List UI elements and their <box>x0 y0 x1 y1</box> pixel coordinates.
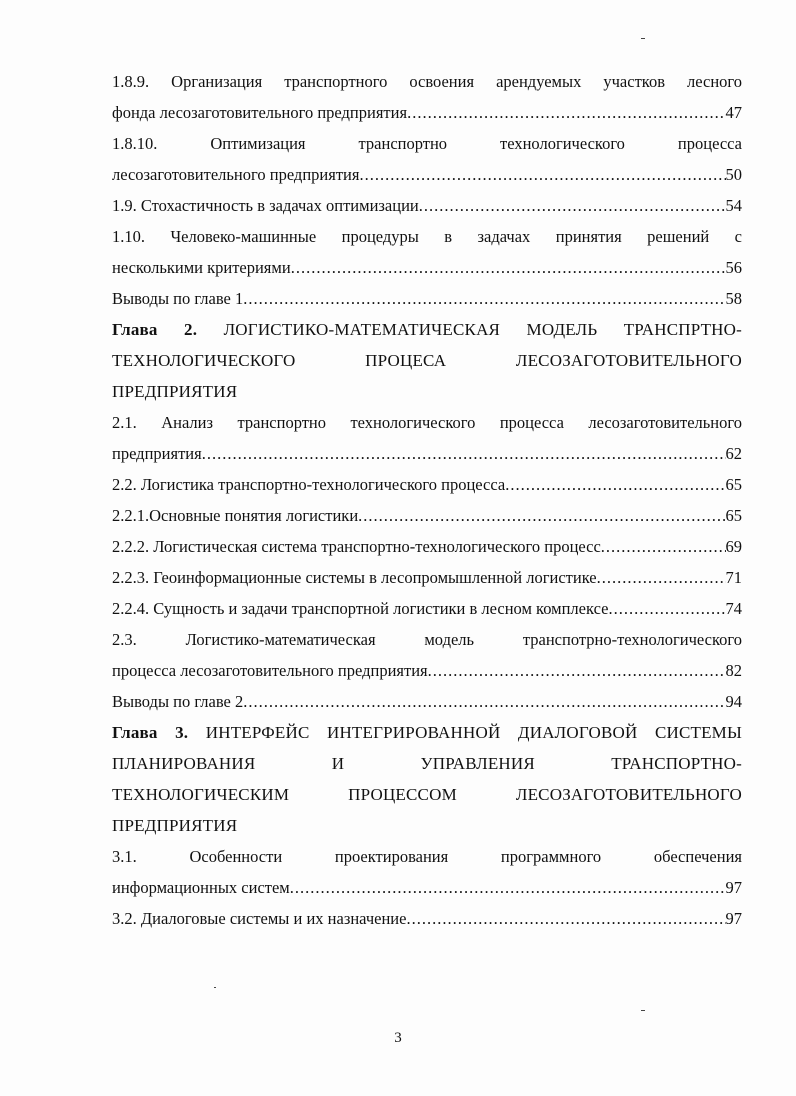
toc-entry-text-line: 1.8.10. Оптимизация транспортно технологического процесса <box>112 134 742 153</box>
toc-entry-text-line: 2.1. Анализ транспортно технологического процесса лесозаготовительного <box>112 413 742 432</box>
toc-entry[interactable] <box>112 841 742 903</box>
toc-entry-title: процесса лесозаготовительного предприятия <box>112 661 428 680</box>
toc-entry-page-number: 97 <box>725 909 742 928</box>
toc-entry[interactable] <box>112 190 742 221</box>
toc-entry-page-number: 65 <box>725 475 742 494</box>
toc-entry-title: 1.9. Стохастичность в задачах оптимизации <box>112 196 419 215</box>
toc-entry[interactable] <box>112 407 742 469</box>
toc-entry[interactable] <box>112 903 742 934</box>
toc-entry-text-line: 1.8.9. Организация транспортного освоения арендуемых участков лесного <box>112 72 742 91</box>
dot-leader <box>202 438 726 469</box>
toc-entry-title: 2.2. Логистика транспортно-технологического процесса <box>112 475 506 494</box>
toc-entry-leader-line <box>112 159 742 190</box>
toc-entry-title: 2.2.3. Геоинформационные системы в лесопромышленной логистике <box>112 568 597 587</box>
toc-entry-page-number: 62 <box>725 444 742 463</box>
chapter-3-heading-line-1 <box>112 717 742 748</box>
toc-entry-page-number: 58 <box>725 289 742 308</box>
chapter-2-heading-line-2: ТЕХНОЛОГИЧЕСКОГО ПРОЦЕСА ЛЕСОЗАГОТОВИТЕЛЬНОГО <box>112 351 742 370</box>
toc-entry-page-number: 47 <box>725 103 742 122</box>
toc-entry-page-number: 50 <box>725 165 742 184</box>
toc-entry-title: информационных систем <box>112 878 290 897</box>
chapter-3-title-part-1: ИНТЕРФЕЙС ИНТЕГРИРОВАННОЙ ДИАЛОГОВОЙ СИСТЕМЫ <box>205 723 742 742</box>
toc-entry-title: лесозаготовительного предприятия <box>112 165 360 184</box>
dot-leader <box>291 252 726 283</box>
dot-leader <box>428 655 726 686</box>
dot-leader <box>358 500 725 531</box>
toc-entry-leader-line <box>112 872 742 903</box>
toc-entry-leader-line <box>112 593 742 624</box>
toc-entry-page-number: 94 <box>725 692 742 711</box>
toc-entry[interactable] <box>112 500 742 531</box>
toc-entry[interactable] <box>112 562 742 593</box>
toc-entry-page-number: 71 <box>725 568 742 587</box>
toc-entry-title: 2.2.2. Логистическая система транспортно-технологического процесс <box>112 537 601 556</box>
toc-section-chapter-1 <box>112 66 742 314</box>
dot-leader <box>359 159 725 190</box>
toc-entry-leader-line <box>112 686 742 717</box>
scan-speck <box>214 987 216 988</box>
chapter-3-heading-line-4: ПРЕДПРИЯТИЯ <box>112 816 238 835</box>
toc-entry-page-number: 65 <box>725 506 742 525</box>
toc-entry-page-number: 97 <box>725 878 742 897</box>
toc-entry[interactable] <box>112 686 742 717</box>
dot-leader <box>505 469 725 500</box>
toc-entry-leader-line <box>112 252 742 283</box>
toc-entry[interactable] <box>112 469 742 500</box>
toc-entry-title: Выводы по главе 1 <box>112 289 244 308</box>
toc-entry[interactable] <box>112 624 742 686</box>
chapter-2-heading-line-3: ПРЕДПРИЯТИЯ <box>112 382 238 401</box>
toc-entry-text-line: 1.10. Человеко-машинные процедуры в задачах принятия решений с <box>112 227 742 246</box>
toc-entry-title: 3.2. Диалоговые системы и их назначение <box>112 909 407 928</box>
dot-leader <box>601 531 726 562</box>
toc-entry-title: 2.2.1.Основные понятия логистики <box>112 506 359 525</box>
page-number: 3 <box>394 1030 402 1046</box>
toc-entry-title: несколькими критериями <box>112 258 291 277</box>
chapter-3-label: Глава 3. <box>112 723 189 742</box>
chapter-3-heading-line-3: ТЕХНОЛОГИЧЕСКИМ ПРОЦЕССОМ ЛЕСОЗАГОТОВИТЕЛЬНОГО <box>112 785 742 804</box>
toc-entry[interactable] <box>112 221 742 283</box>
toc-entry-leader-line <box>112 562 742 593</box>
dot-leader <box>597 562 726 593</box>
toc-entry-leader-line <box>112 655 742 686</box>
toc-entry-title: предприятия <box>112 444 202 463</box>
toc-entry-title: 2.2.4. Сущность и задачи транспортной логистики в лесном комплексе <box>112 599 609 618</box>
chapter-2-title-part-1: ЛОГИСТИКО-МАТЕМАТИЧЕСКАЯ МОДЕЛЬ ТРАНСПРТНО- <box>223 320 742 339</box>
toc-entry[interactable] <box>112 128 742 190</box>
toc-entry-title: Выводы по главе 2 <box>112 692 244 711</box>
table-of-contents <box>112 66 742 934</box>
toc-entry[interactable] <box>112 593 742 624</box>
toc-entry-text-line: 3.1. Особенности проектирования программного обеспечения <box>112 847 742 866</box>
toc-entry-text-line: 2.3. Логистико-математическая модель транспотрно-технологического <box>112 630 742 649</box>
toc-entry-leader-line <box>112 283 742 314</box>
toc-entry-leader-line <box>112 469 742 500</box>
toc-entry-title: фонда лесозаготовительного предприятия <box>112 103 408 122</box>
toc-entry[interactable] <box>112 283 742 314</box>
toc-entry-leader-line <box>112 438 742 469</box>
toc-entry-leader-line <box>112 531 742 562</box>
scan-speck <box>641 1010 645 1011</box>
dot-leader <box>407 97 725 128</box>
dot-leader <box>243 283 725 314</box>
toc-entry-leader-line <box>112 500 742 531</box>
chapter-3-heading-line-2: ПЛАНИРОВАНИЯ И УПРАВЛЕНИЯ ТРАНСПОРТНО- <box>112 754 742 773</box>
toc-entry[interactable] <box>112 66 742 128</box>
toc-entry[interactable] <box>112 531 742 562</box>
toc-entry-page-number: 82 <box>725 661 742 680</box>
toc-section-chapter-3 <box>112 841 742 934</box>
toc-section-chapter-2 <box>112 407 742 717</box>
dot-leader <box>290 872 726 903</box>
toc-entry-leader-line <box>112 97 742 128</box>
chapter-2-label: Глава 2. <box>112 320 198 339</box>
toc-entry-page-number: 56 <box>725 258 742 277</box>
dot-leader <box>419 190 726 221</box>
toc-entry-leader-line <box>112 903 742 934</box>
dot-leader <box>406 903 725 934</box>
dot-leader <box>608 593 725 624</box>
scan-speck <box>641 38 645 39</box>
toc-entry-page-number: 54 <box>725 196 742 215</box>
chapter-2-heading-line-1 <box>112 314 742 345</box>
dot-leader <box>243 686 725 717</box>
toc-entry-page-number: 74 <box>725 599 742 618</box>
toc-entry-leader-line <box>112 190 742 221</box>
toc-entry-page-number: 69 <box>725 537 742 556</box>
